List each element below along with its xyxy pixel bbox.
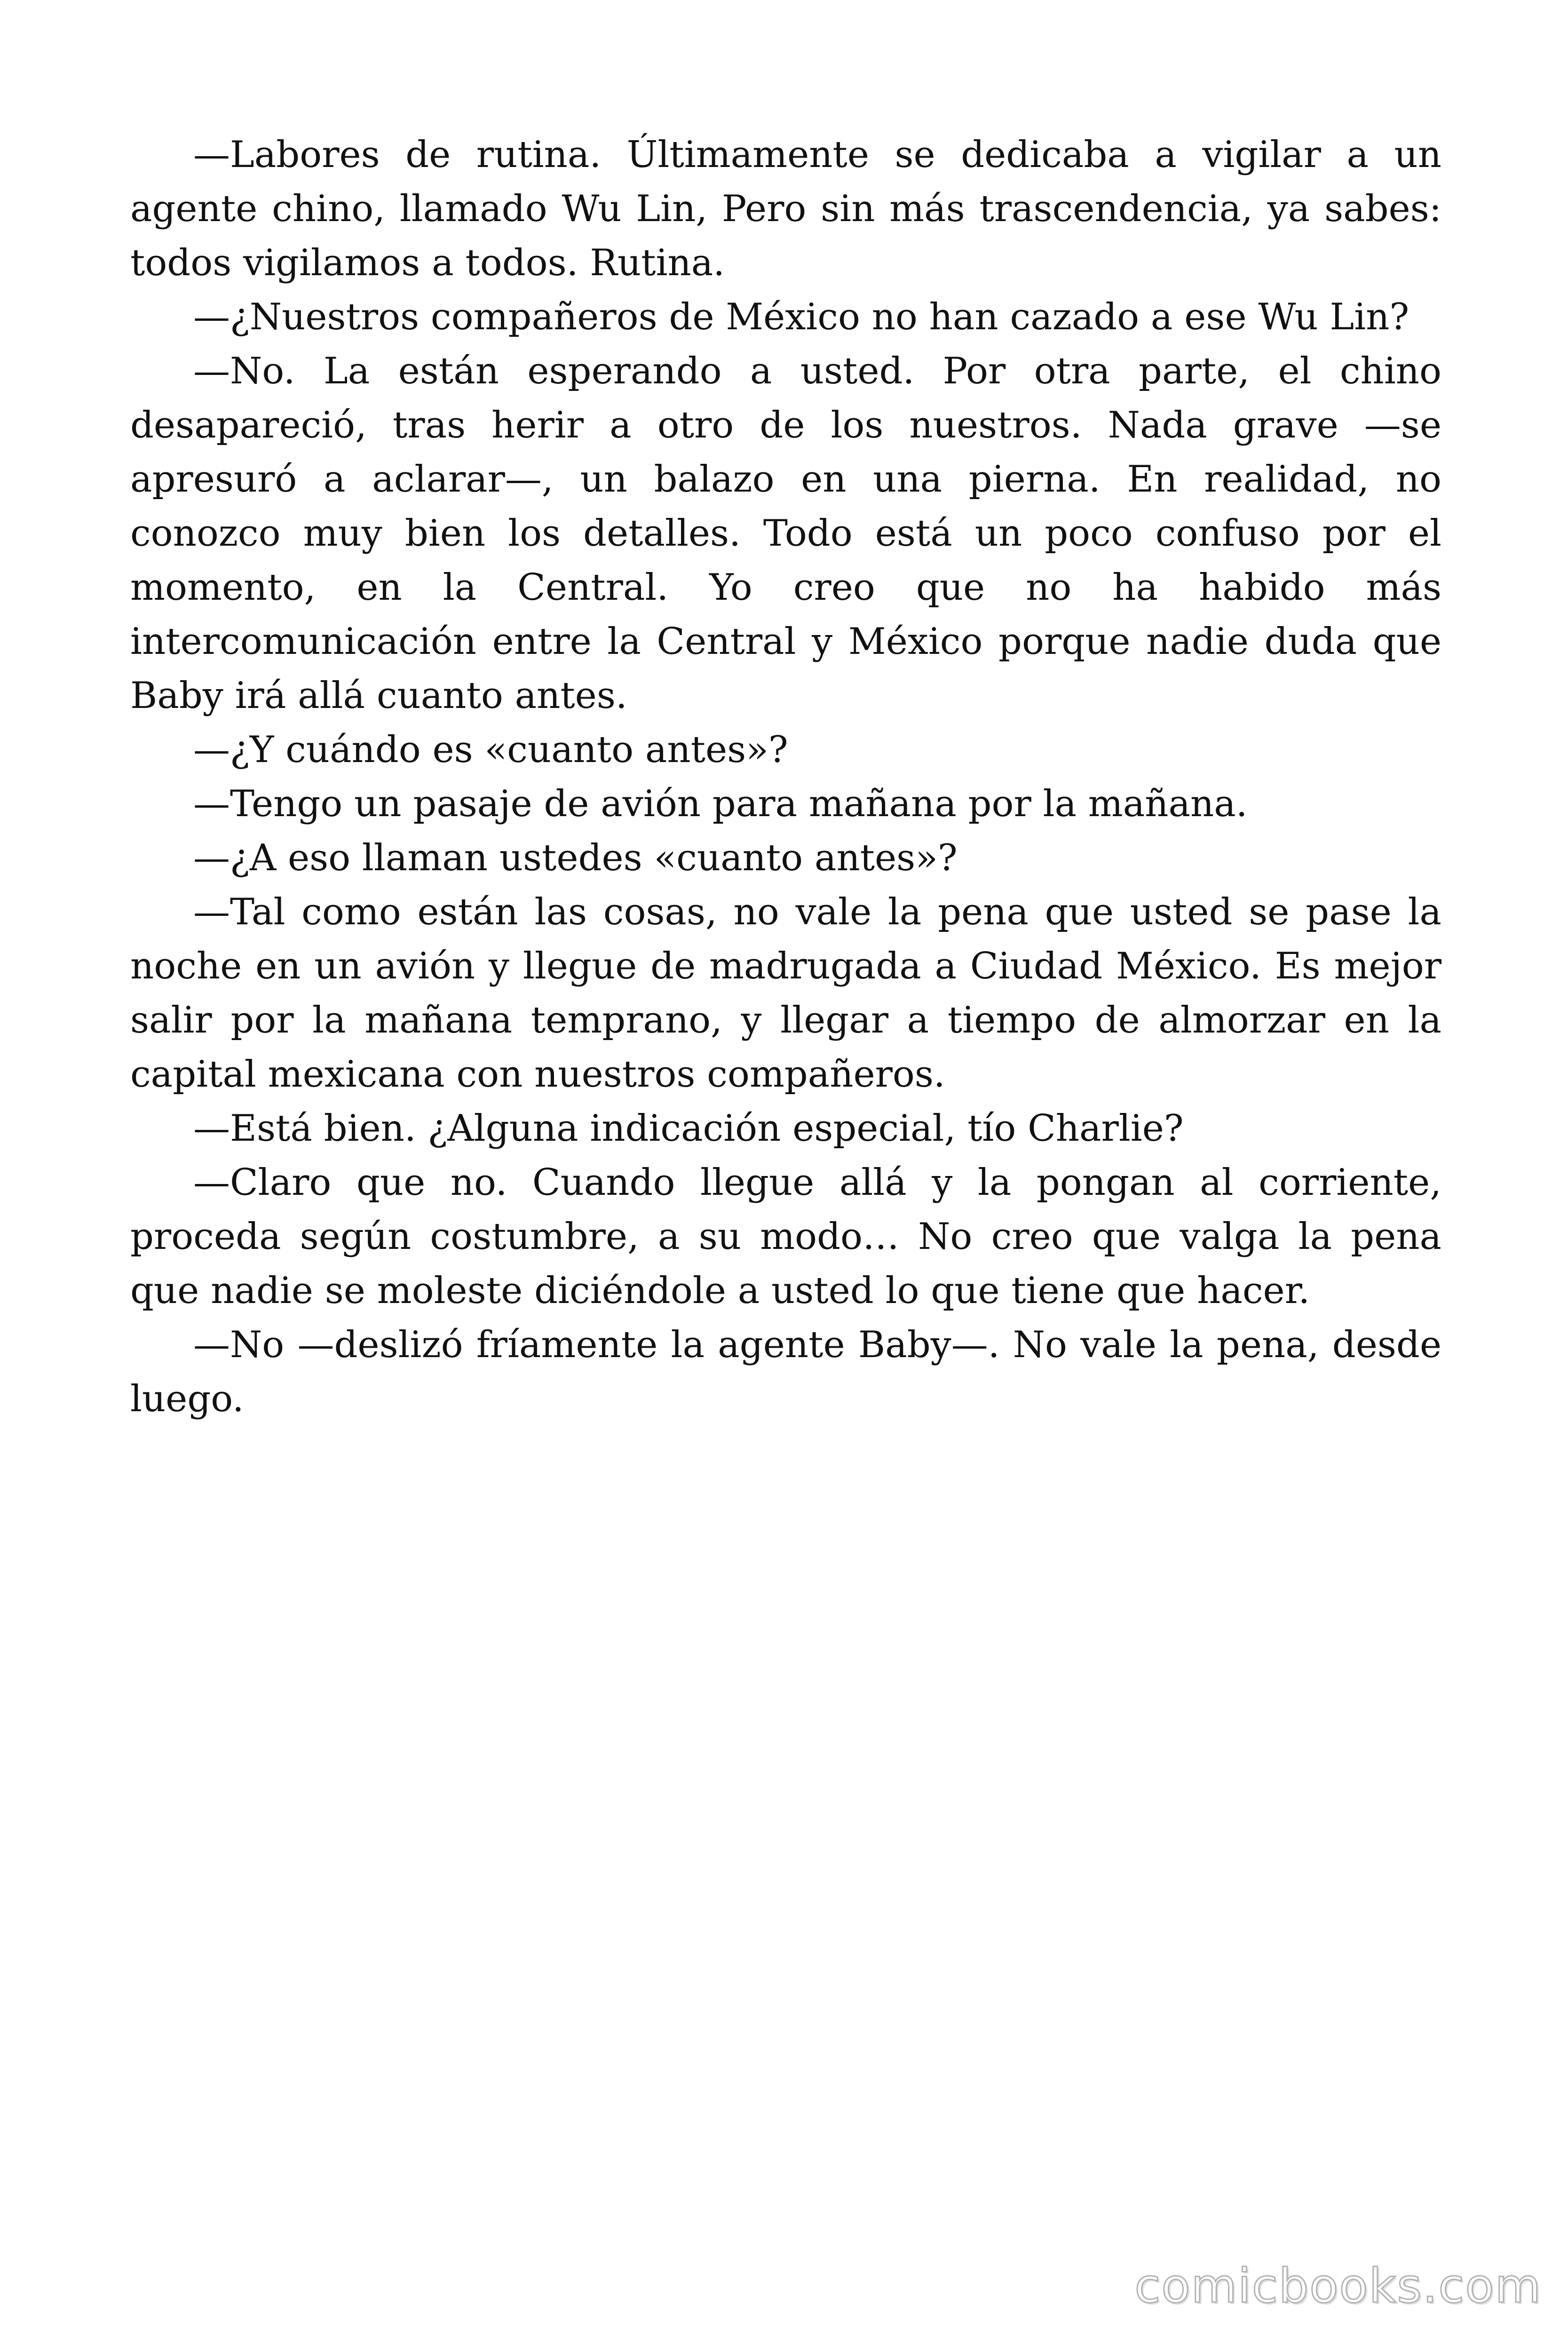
paragraph-8: —Está bien. ¿Alguna indicación especial, tío Charlie? bbox=[193, 1107, 1184, 1150]
paragraph-6: —¿A eso llaman ustedes «cuanto antes»? bbox=[193, 837, 958, 879]
paragraph-10: —No —deslizó fríamente la agente Baby—. No vale la pena, desde luego. bbox=[130, 1324, 1441, 1420]
paragraph-5: —Tengo un pasaje de avión para mañana por la mañana. bbox=[193, 783, 1248, 825]
body-text bbox=[130, 128, 1441, 1426]
paragraph-2: —¿Nuestros compañeros de México no han cazado a ese Wu Lin? bbox=[193, 296, 1410, 338]
paragraph-4: —¿Y cuándo es «cuanto antes»? bbox=[193, 729, 788, 771]
paragraph-7: —Tal como están las cosas, no vale la pena que usted se pase la noche en un avión y llegue de madrugada a Ciudad México. Es mejor salir por la mañana temprano, y llegar a tiempo de almorzar en la capital mexicana con nuestros compañeros. bbox=[130, 891, 1441, 1096]
paragraph-3: —No. La están esperando a usted. Por otra parte, el chino desapareció, tras herir a otro de los nuestros. Nada grave —se apresuró a aclarar—, un balazo en una pierna. En realidad, no conozco muy bien los detalles. Todo está un poco confuso por el momento, en la Central. Yo creo que no ha habido más intercomunicación entre la Central y México porque nadie duda que Baby irá allá cuanto antes. bbox=[130, 350, 1441, 717]
paragraph-1: —Labores de rutina. Últimamente se dedicaba a vigilar a un agente chino, llamado Wu Lin, Pero sin más trascendencia, ya sabes: todos vigilamos a todos. Rutina. bbox=[130, 134, 1441, 284]
paragraph-9: —Claro que no. Cuando llegue allá y la pongan al corriente, proceda según costumbre, a su modo… No creo que valga la pena que nadie se moleste diciéndole a usted lo que tiene que hacer. bbox=[130, 1161, 1441, 1312]
watermark-logo: comicbooks.com bbox=[1134, 2258, 1542, 2313]
